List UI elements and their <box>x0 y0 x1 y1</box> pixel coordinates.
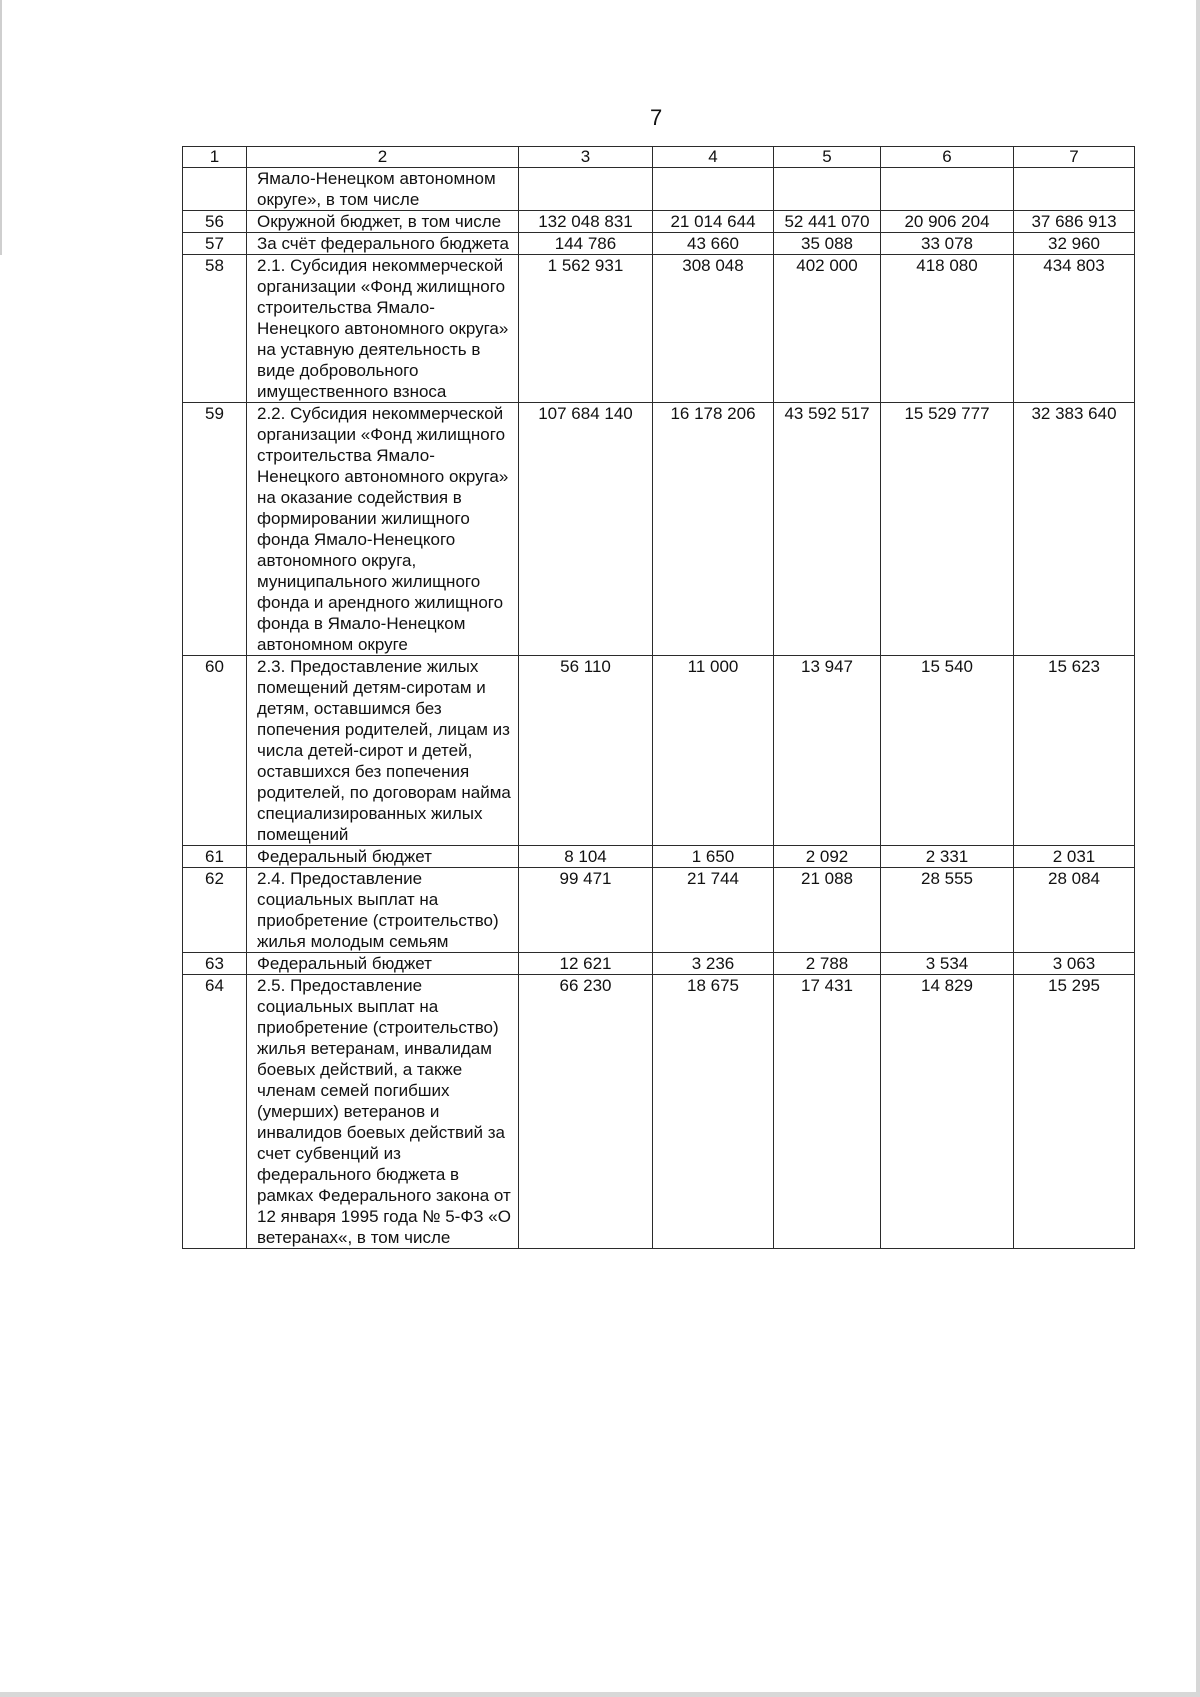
row-number: 56 <box>183 211 247 233</box>
value-cell: 35 088 <box>774 233 881 255</box>
row-number: 58 <box>183 255 247 403</box>
value-cell: 28 555 <box>881 868 1014 953</box>
table-row <box>183 656 1135 846</box>
value-cell <box>881 168 1014 211</box>
value-cell: 56 110 <box>519 656 653 846</box>
row-number: 63 <box>183 953 247 975</box>
page-number: 7 <box>650 105 663 130</box>
value-cell: 8 104 <box>519 846 653 868</box>
column-header: 6 <box>881 147 1014 168</box>
value-cell <box>653 168 774 211</box>
value-cell: 14 829 <box>881 975 1014 1249</box>
value-cell: 16 178 206 <box>653 403 774 656</box>
value-cell: 18 675 <box>653 975 774 1249</box>
value-cell <box>774 168 881 211</box>
table-row <box>183 403 1135 656</box>
row-number: 57 <box>183 233 247 255</box>
scan-border-right <box>1196 0 1200 1697</box>
value-cell: 3 534 <box>881 953 1014 975</box>
scan-border-left <box>0 0 2 255</box>
table-row <box>183 846 1135 868</box>
budget-table <box>182 146 1135 1249</box>
row-title: За счёт федерального бюджета <box>247 233 519 255</box>
value-cell: 15 529 777 <box>881 403 1014 656</box>
value-cell: 99 471 <box>519 868 653 953</box>
column-header: 4 <box>653 147 774 168</box>
value-cell: 418 080 <box>881 255 1014 403</box>
row-number: 62 <box>183 868 247 953</box>
value-cell: 15 540 <box>881 656 1014 846</box>
value-cell: 32 383 640 <box>1014 403 1135 656</box>
value-cell: 3 063 <box>1014 953 1135 975</box>
row-title: Федеральный бюджет <box>247 846 519 868</box>
row-title: 2.3. Предоставление жилых помещений детям-сиротам и детям, оставшимся без попечения родителей, лицам из числа детей-сирот и детей, оставшихся без попечения родителей, по договорам найма специализированных жилых помещений <box>247 656 519 846</box>
table-row <box>183 868 1135 953</box>
table-row <box>183 211 1135 233</box>
row-title: Федеральный бюджет <box>247 953 519 975</box>
value-cell: 13 947 <box>774 656 881 846</box>
column-header: 3 <box>519 147 653 168</box>
value-cell: 1 650 <box>653 846 774 868</box>
table-row <box>183 975 1135 1249</box>
value-cell: 21 088 <box>774 868 881 953</box>
value-cell: 17 431 <box>774 975 881 1249</box>
value-cell: 1 562 931 <box>519 255 653 403</box>
value-cell: 15 623 <box>1014 656 1135 846</box>
table-header-row <box>183 147 1135 168</box>
row-number: 59 <box>183 403 247 656</box>
value-cell: 52 441 070 <box>774 211 881 233</box>
row-title: 2.1. Субсидия некоммерческой организации «Фонд жилищного строительства Ямало-Ненецкого автономного округа» на уставную деятельность в виде добровольного имущественного взноса <box>247 255 519 403</box>
value-cell: 107 684 140 <box>519 403 653 656</box>
value-cell <box>519 168 653 211</box>
row-title: 2.5. Предоставление социальных выплат на приобретение (строительство) жилья ветеранам, инвалидам боевых действий, а также членам семей погибших (умерших) ветеранов и инвалидов боевых действий за счет субвенций из федерального бюджета в рамках Федерального закона от 12 января 1995 года № 5-ФЗ «О ветеранах«, в том числе <box>247 975 519 1249</box>
value-cell: 28 084 <box>1014 868 1135 953</box>
table-row <box>183 168 1135 211</box>
table-row <box>183 255 1135 403</box>
value-cell: 2 788 <box>774 953 881 975</box>
value-cell: 43 592 517 <box>774 403 881 656</box>
row-number: 61 <box>183 846 247 868</box>
value-cell: 2 092 <box>774 846 881 868</box>
value-cell: 20 906 204 <box>881 211 1014 233</box>
value-cell: 132 048 831 <box>519 211 653 233</box>
value-cell: 15 295 <box>1014 975 1135 1249</box>
row-title: 2.2. Субсидия некоммерческой организации «Фонд жилищного строительства Ямало-Ненецкого автономного округа» на оказание содействия в формировании жилищного фонда Ямало-Ненецкого автономного округа, муниципального жилищного фонда и арендного жилищного фонда в Ямало-Ненецком автономном округе <box>247 403 519 656</box>
value-cell: 11 000 <box>653 656 774 846</box>
scan-border-bottom <box>0 1692 1200 1697</box>
table-row <box>183 953 1135 975</box>
row-title: Окружной бюджет, в том числе <box>247 211 519 233</box>
value-cell: 308 048 <box>653 255 774 403</box>
value-cell: 32 960 <box>1014 233 1135 255</box>
row-title: 2.4. Предоставление социальных выплат на приобретение (строительство) жилья молодым семьям <box>247 868 519 953</box>
value-cell: 3 236 <box>653 953 774 975</box>
column-header: 2 <box>247 147 519 168</box>
column-header: 1 <box>183 147 247 168</box>
value-cell: 43 660 <box>653 233 774 255</box>
table-row <box>183 233 1135 255</box>
value-cell: 144 786 <box>519 233 653 255</box>
row-number: 64 <box>183 975 247 1249</box>
value-cell: 33 078 <box>881 233 1014 255</box>
value-cell: 402 000 <box>774 255 881 403</box>
value-cell <box>1014 168 1135 211</box>
column-header: 7 <box>1014 147 1135 168</box>
row-number <box>183 168 247 211</box>
row-number: 60 <box>183 656 247 846</box>
column-header: 5 <box>774 147 881 168</box>
value-cell: 21 744 <box>653 868 774 953</box>
row-title: Ямало-Ненецком автономном округе», в том числе <box>247 168 519 211</box>
value-cell: 12 621 <box>519 953 653 975</box>
value-cell: 434 803 <box>1014 255 1135 403</box>
value-cell: 66 230 <box>519 975 653 1249</box>
value-cell: 2 031 <box>1014 846 1135 868</box>
value-cell: 37 686 913 <box>1014 211 1135 233</box>
value-cell: 2 331 <box>881 846 1014 868</box>
value-cell: 21 014 644 <box>653 211 774 233</box>
